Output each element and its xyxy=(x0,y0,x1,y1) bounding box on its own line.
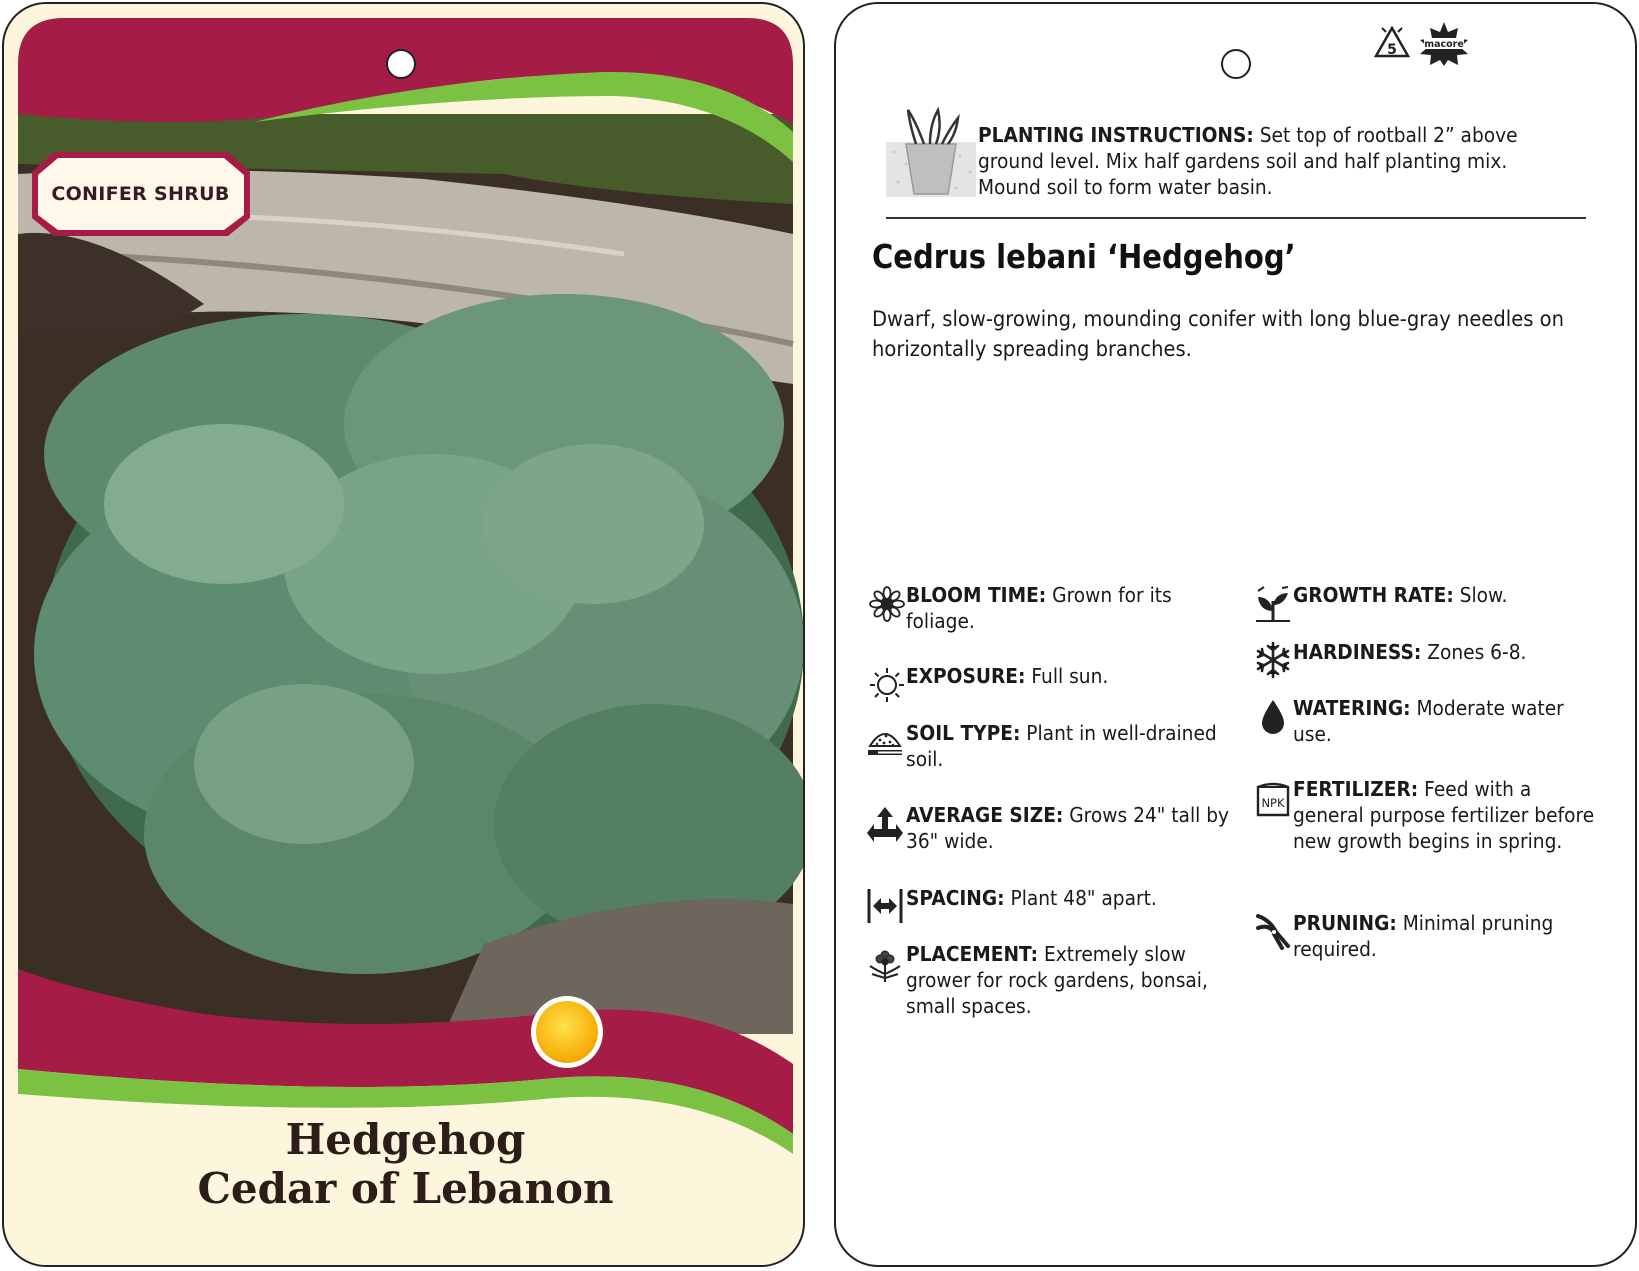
flower-icon xyxy=(868,585,906,623)
svg-text:macore: macore xyxy=(1424,39,1464,50)
attribute-placement: PLACEMENT: Extremely slow grower for rock gardens, bonsai, small spaces. xyxy=(906,942,1208,1018)
attribute-fertilizer: FERTILIZER: Feed with a general purpose fertilizer before new growth begins in spring. xyxy=(1293,777,1595,853)
macore-logo xyxy=(1416,20,1472,66)
attribute-hardiness: HARDINESS: Zones 6-8. xyxy=(1293,640,1527,664)
front-tag xyxy=(2,2,805,1267)
planting-instructions-text: Set top of rootball 2” above ground level. Mix half gardens soil and half planting mix. Mound soil to form water basin. xyxy=(978,123,1518,199)
common-name-line2: Cedar of Lebanon xyxy=(197,1164,614,1213)
attribute-soil-type: SOIL TYPE: Plant in well-drained soil. xyxy=(906,721,1217,771)
recycle-icon xyxy=(1372,24,1412,64)
back-tag xyxy=(834,2,1637,1267)
spacing-icon xyxy=(866,887,904,925)
fertilizer-icon xyxy=(1254,779,1292,817)
botanical-name: Cedrus lebani ‘Hedgehog’ xyxy=(872,237,1296,276)
soil-icon xyxy=(866,722,904,760)
recycle-number: 5 xyxy=(1387,42,1397,58)
pruning-shears-icon xyxy=(1254,912,1292,950)
attribute-growth-rate: GROWTH RATE: Slow. xyxy=(1293,583,1508,607)
snowflake-icon xyxy=(1254,641,1292,679)
water-drop-icon xyxy=(1254,698,1292,736)
sun-icon xyxy=(529,994,605,1070)
planting-instructions xyxy=(978,122,1555,200)
planting-instructions-label: PLANTING INSTRUCTIONS: xyxy=(978,123,1254,147)
attribute-pruning: PRUNING: Minimal pruning required. xyxy=(1293,911,1554,961)
section-divider xyxy=(886,217,1586,219)
attribute-exposure: EXPOSURE: Full sun. xyxy=(906,664,1109,688)
hang-hole xyxy=(1221,49,1251,79)
common-name-line1: Hedgehog xyxy=(285,1115,526,1164)
attribute-spacing: SPACING: Plant 48" apart. xyxy=(906,886,1157,910)
plant-description: Dwarf, slow-growing, mounding conifer with long blue-gray needles on horizontally spreading branches. xyxy=(872,307,1564,361)
attribute-average-size: AVERAGE SIZE: Grows 24" tall by 36" wide. xyxy=(906,803,1230,853)
placement-icon xyxy=(866,946,904,984)
category-badge-label: CONIFER SHRUB xyxy=(51,183,230,205)
hang-hole xyxy=(386,49,416,79)
potted-plant-icon xyxy=(886,104,976,199)
attribute-bloom-time: BLOOM TIME: Grown for its foliage. xyxy=(906,583,1172,633)
sun-outline-icon xyxy=(868,666,906,704)
svg-text:NPK: NPK xyxy=(1261,796,1285,810)
attribute-watering: WATERING: Moderate water use. xyxy=(1293,696,1564,746)
size-icon xyxy=(866,805,904,843)
sprout-icon xyxy=(1254,585,1292,623)
